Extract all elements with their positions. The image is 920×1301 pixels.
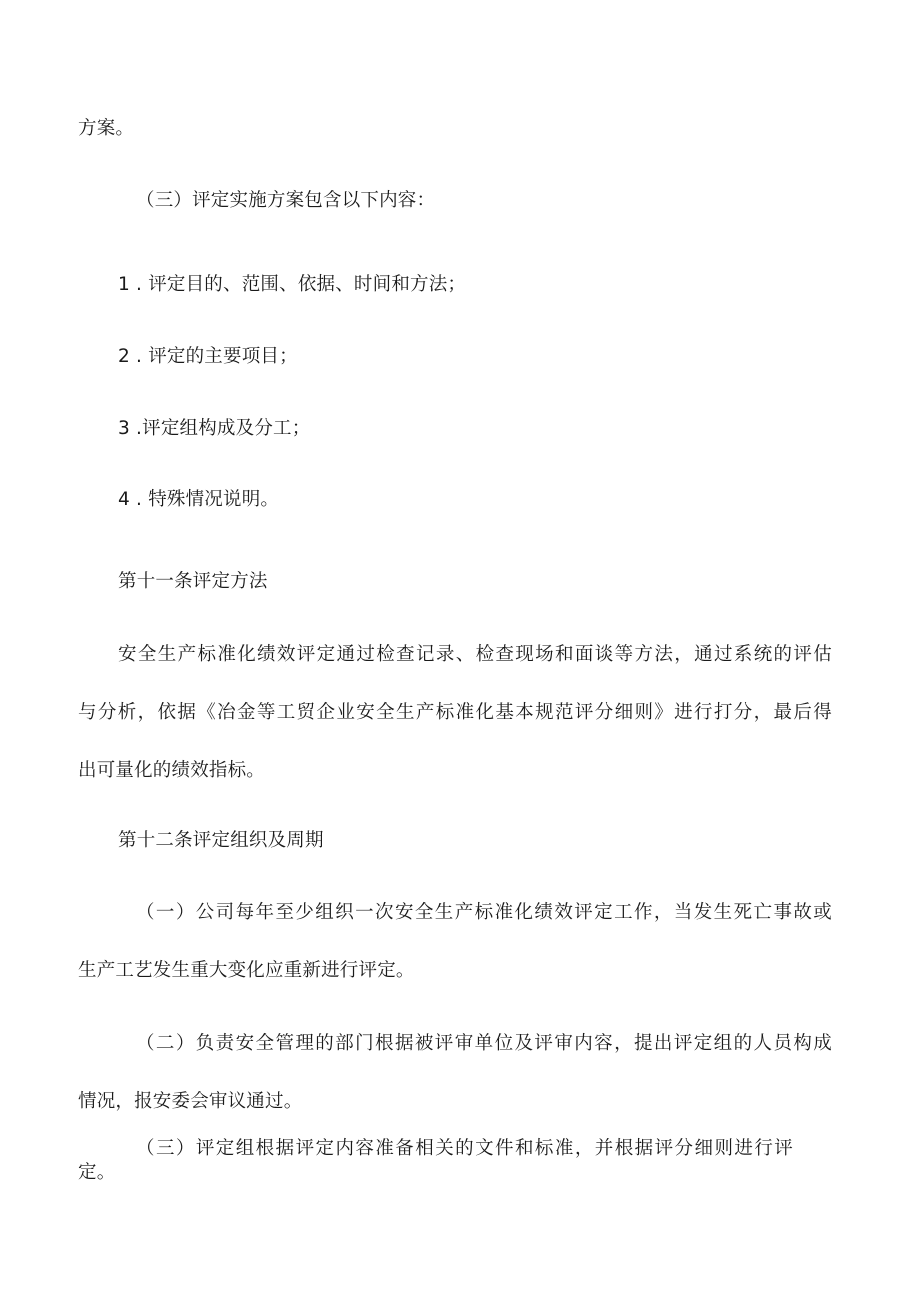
- list-item: 3 .评定组构成及分工；: [118, 418, 311, 439]
- paragraph-line: 安全生产标准化绩效评定通过检查记录、检查现场和面谈等方法，通过系统的评估: [118, 644, 832, 665]
- section-heading: 第十一条评定方法: [118, 571, 268, 592]
- paragraph-line: 出可量化的绩效指标。: [78, 760, 266, 781]
- paragraph-line: （二）负责安全管理的部门根据被评审单位及评审内容，提出评定组的人员构成: [136, 1033, 832, 1054]
- list-item: 4 . 特殊情况说明。: [118, 489, 280, 510]
- paragraph-line: 情况，报安委会审议通过。: [78, 1091, 303, 1112]
- paragraph-line: 定。: [78, 1162, 116, 1183]
- section-heading: 第十二条评定组织及周期: [118, 830, 324, 851]
- list-item: 2 . 评定的主要项目；: [118, 346, 298, 367]
- paragraph-line: （一）公司每年至少组织一次安全生产标准化绩效评定工作，当发生死亡事故或: [136, 902, 832, 923]
- paragraph-line: 方案。: [78, 118, 135, 139]
- paragraph-line: 生产工艺发生重大变化应重新进行评定。: [78, 960, 415, 981]
- paragraph-line: （三）评定组根据评定内容准备相关的文件和标准，并根据评分细则进行评: [136, 1138, 793, 1159]
- paragraph-line: 与分析，依据《冶金等工贸企业安全生产标准化基本规范评分细则》进行打分，最后得: [78, 702, 832, 723]
- paragraph-line: （三）评定实施方案包含以下内容：: [136, 190, 436, 211]
- list-item: 1 . 评定目的、范围、依据、时间和方法；: [118, 274, 467, 295]
